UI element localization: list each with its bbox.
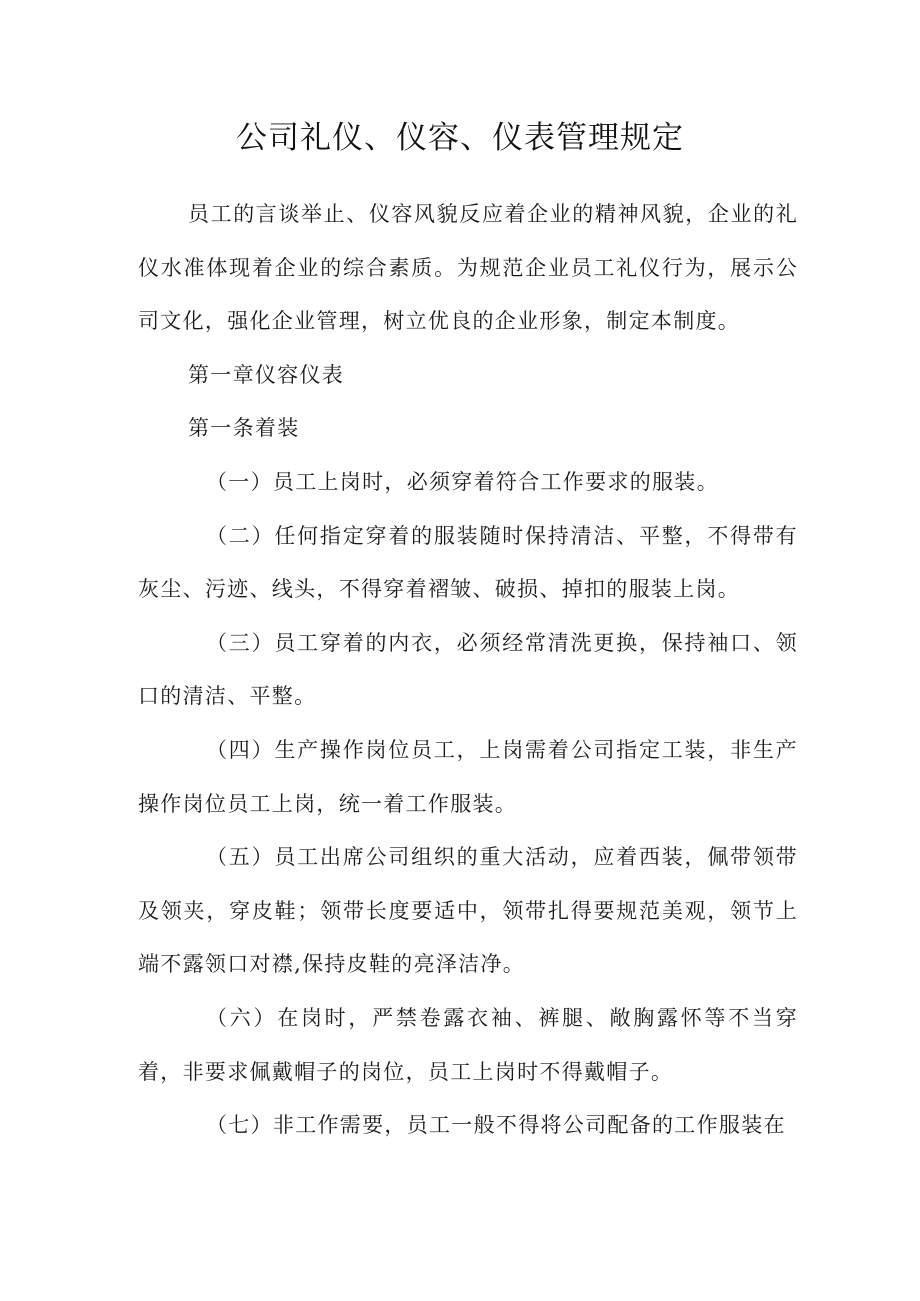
- chapter-heading: 第一章仪容仪表: [188, 362, 345, 387]
- clause-paragraph: （七）非工作需要，员工一般不得将公司配备的工作服装在: [206, 1113, 786, 1138]
- intro-paragraph: 员工的言谈举止、仪容风貌反应着企业的精神风貌，企业的礼仪水准体现着企业的综合素质。为规范企业员工礼仪行为，展示公司文化，强化企业管理，树立优良的企业形象，制定本制度。: [138, 202, 798, 334]
- clause-paragraph: （三）员工穿着的内衣，必须经常清洗更换，保持袖口、领口的清洁、平整。: [138, 630, 798, 709]
- clause-paragraph: （一）员工上岗时，必须穿着符合工作要求的服装。: [206, 469, 719, 494]
- document-title: 公司礼仪、仪容、仪表管理规定: [236, 120, 684, 156]
- clause-paragraph: （二）任何指定穿着的服装随时保持清洁、平整，不得带有灰尘、污迹、线头，不得穿着褶皱、破损、掉扣的服装上岗。: [138, 523, 798, 602]
- clause-paragraph: （六）在岗时，严禁卷露衣袖、裤腿、敞胸露怀等不当穿着，非要求佩戴帽子的岗位，员工上岗时不得戴帽子。: [138, 1005, 798, 1084]
- document-body: [138, 188, 798, 1153]
- clause-paragraph: （五）员工出席公司组织的重大活动，应着西装，佩带领带及领夹，穿皮鞋；领带长度要适中，领带扎得要规范美观，领节上端不露领口对襟,保持皮鞋的亮泽洁净。: [138, 845, 798, 977]
- article-heading: 第一条着装: [188, 416, 300, 441]
- clause-paragraph: （四）生产操作岗位员工，上岗需着公司指定工装，非生产操作岗位员工上岗，统一着工作服装。: [138, 737, 798, 816]
